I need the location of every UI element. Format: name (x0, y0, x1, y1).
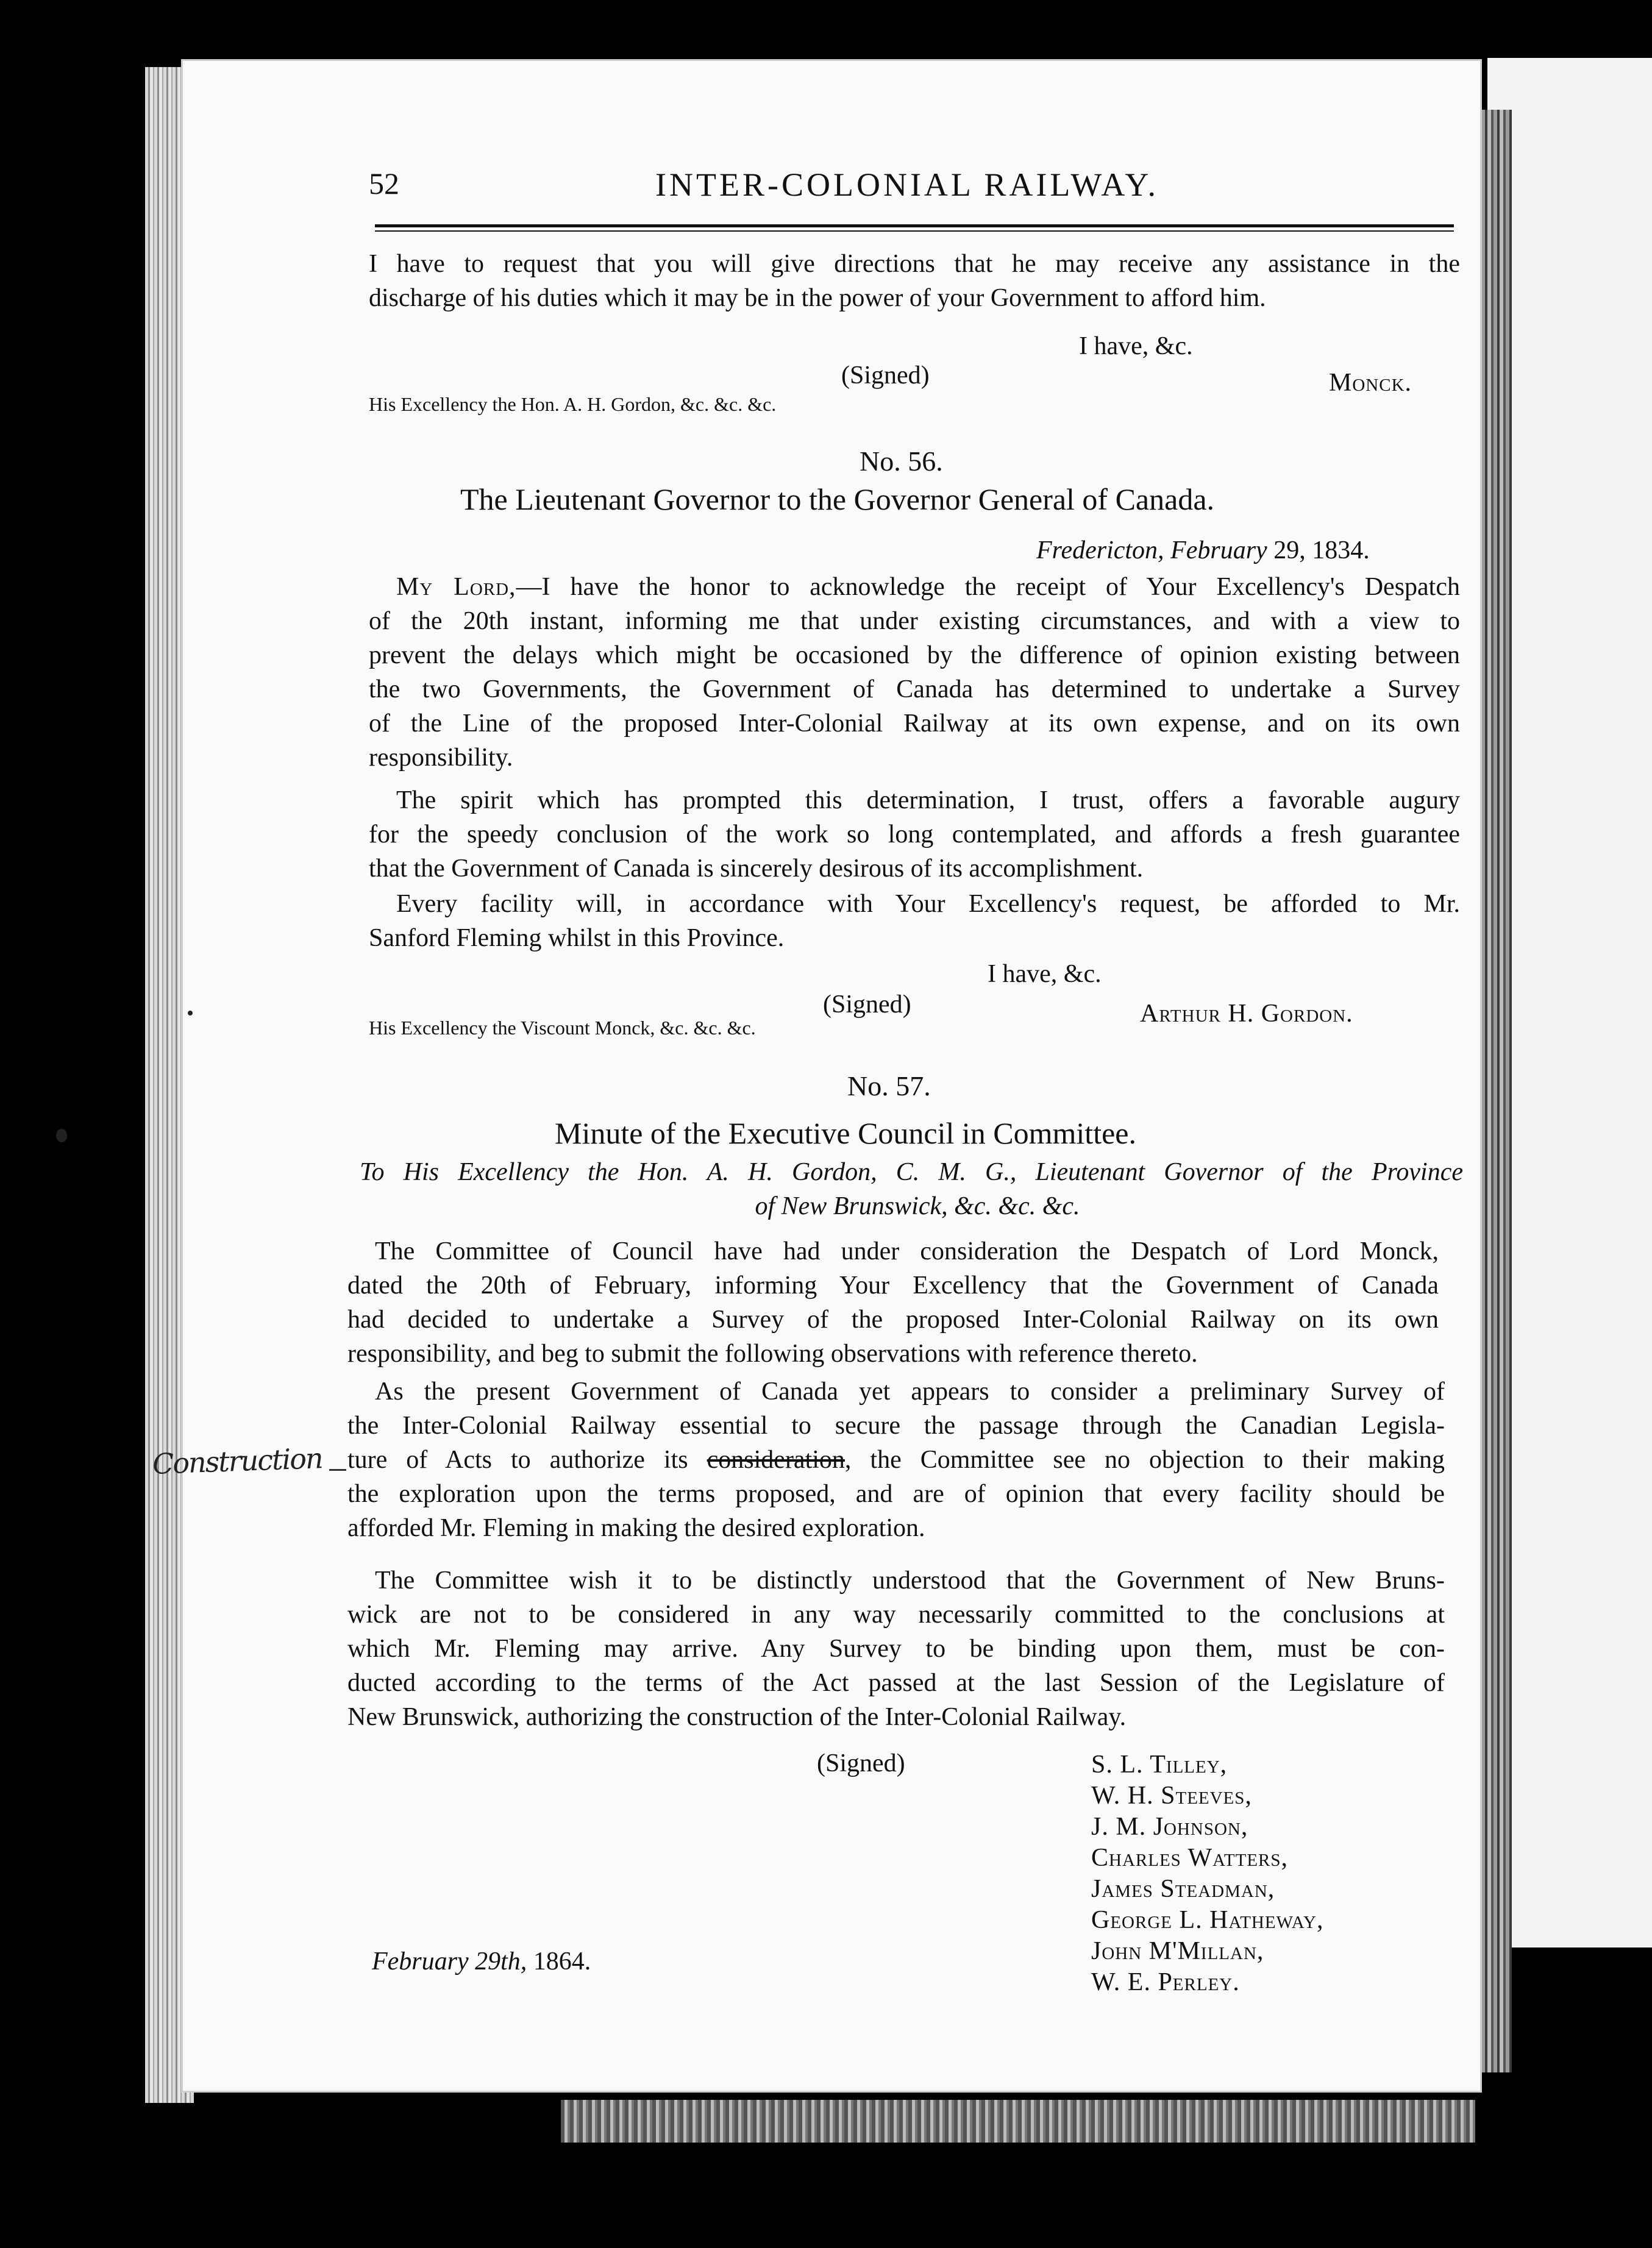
salutation: My Lord, (396, 573, 516, 601)
text-line: responsibility. (369, 744, 513, 772)
signatories-list (1091, 1749, 1323, 1998)
text-line: The spirit which has prompted this determination, I trust, offers a favorable augury (396, 786, 1460, 814)
minute-date (372, 1944, 591, 1979)
signatory-name: S. L. Tilley, (1091, 1751, 1228, 1779)
carryover-paragraph (369, 247, 1460, 315)
text-line: discharge of his duties which it may be in the power of your Government to afford him. (369, 284, 1266, 312)
signatory-name: Charles Watters, (1091, 1844, 1289, 1872)
text-line: Sanford Fleming whilst in this Province. (369, 924, 785, 952)
text-line: New Brunswick, authorizing the construction of the Inter-Colonial Railway. (347, 1703, 1127, 1731)
text-line: To His Excellency the Hon. A. H. Gordon, C. M. G., Lieutenant Governor of the Province (360, 1158, 1463, 1186)
text-line: responsibility, and beg to submit the following observations with reference thereto. (347, 1340, 1198, 1368)
text-line: ducted according to the terms of the Act passed at the last Session of the Legislature of (347, 1669, 1445, 1697)
text-line: for the speedy conclusion of the work so long contemplated, and affords a fresh guarantee (369, 820, 1460, 848)
signatory-name: John M'Millan, (1091, 1937, 1264, 1965)
text-line: had decided to undertake a Survey of the proposed Inter-Colonial Railway on its own (347, 1306, 1439, 1334)
scan-speck (56, 1129, 67, 1142)
letter-paragraph (369, 570, 1460, 775)
text-fragment: ture of Acts to authorize its (347, 1446, 707, 1474)
text-line: prevent the delays which might be occasioned by the difference of opinion existing between (369, 641, 1460, 669)
text-line: of the Line of the proposed Inter-Colonial Railway at its own expense, and on its own (369, 710, 1460, 738)
minute-date-year: 1864. (533, 1947, 591, 1976)
minute-paragraph (347, 1563, 1445, 1734)
addressee-line: His Excellency the Viscount Monck, &c. &c. &c. (369, 1017, 756, 1039)
text-line: afforded Mr. Fleming in making the desired exploration. (347, 1514, 925, 1542)
text-line: wick are not to be considered in any way necessarily committed to the conclusions at (347, 1601, 1445, 1629)
dateline (1036, 533, 1370, 567)
header-rule (375, 224, 1454, 227)
text-line: I have to request that you will give directions that he may receive any assistance in the (369, 250, 1460, 278)
signed-note: (Signed) (817, 1749, 905, 1777)
minute-paragraph (347, 1375, 1445, 1545)
signatory-name: W. H. Steeves, (1091, 1782, 1252, 1810)
text-line: The Committee of Council have had under consideration the Despatch of Lord Monck, (375, 1237, 1439, 1265)
page-number: 52 (369, 166, 399, 201)
running-title: INTER-COLONIAL RAILWAY. (655, 166, 1159, 203)
text-line: of the 20th instant, informing me that under existing circumstances, and with a view to (369, 607, 1460, 635)
minute-date-italic: February 29th, (372, 1947, 527, 1976)
signed-note: (Signed) (841, 361, 930, 389)
dateline-date: 29, 1834. (1273, 536, 1370, 564)
text-line (347, 1443, 1445, 1477)
struck-word: consideration (707, 1446, 845, 1474)
signatory-name: James Steadman, (1091, 1875, 1275, 1903)
text-line: the Inter-Colonial Railway essential to secure the passage through the Canadian Legisla- (347, 1412, 1445, 1440)
closing-phrase: I have, &c. (988, 960, 1102, 988)
letter-paragraph (369, 783, 1460, 886)
signatory-name: W. E. Perley. (1091, 1968, 1240, 1996)
signatory-name: George L. Hatheway, (1091, 1906, 1324, 1934)
address-block (360, 1155, 1463, 1223)
signatory-name: Arthur H. Gordon. (1140, 1000, 1353, 1028)
text-line: that the Government of Canada is sincerely desirous of its accomplishment. (369, 855, 1144, 883)
facing-page-edge (1487, 58, 1652, 1947)
dateline-place: Fredericton, February (1036, 536, 1267, 564)
text-line: dated the 20th of February, informing Your Excellency that the Government of Canada (347, 1272, 1439, 1300)
signed-note: (Signed) (823, 991, 911, 1019)
document-number: No. 57. (847, 1070, 931, 1101)
text-line-content: —I have the honor to acknowledge the receipt of Your Excellency's Despatch (516, 573, 1460, 601)
text-line: the exploration upon the terms proposed, and are of opinion that every facility should be (347, 1480, 1445, 1508)
text-line (369, 570, 1460, 604)
closing-phrase: I have, &c. (1079, 332, 1193, 360)
margin-pointer-line (329, 1469, 346, 1471)
document-heading: The Lieutenant Governor to the Governor General of Canada. (460, 482, 1215, 516)
text-fragment: , the Committee see no objection to their making (844, 1446, 1445, 1474)
document-heading: Minute of the Executive Council in Committee. (555, 1116, 1136, 1150)
text-line: of New Brunswick, &c. &c. &c. (755, 1192, 1080, 1220)
addressee-line: His Excellency the Hon. A. H. Gordon, &c. &c. &c. (369, 393, 777, 415)
handwritten-margin-note: Construction (152, 1442, 323, 1481)
signatory-name: Monck. (1329, 369, 1412, 397)
minute-paragraph (347, 1234, 1439, 1371)
text-line: which Mr. Fleming may arrive. Any Survey to be binding upon them, must be con- (347, 1635, 1445, 1663)
signatory-name: J. M. Johnson, (1091, 1813, 1248, 1841)
header-rule-thin (375, 230, 1454, 232)
document-number: No. 56. (860, 446, 943, 477)
page-header (369, 160, 1460, 221)
text-line: The Committee wish it to be distinctly understood that the Government of New Bruns- (375, 1567, 1445, 1595)
text-line: As the present Government of Canada yet appears to consider a preliminary Survey of (375, 1378, 1445, 1406)
text-line: the two Governments, the Government of Canada has determined to undertake a Survey (369, 675, 1460, 703)
page-stack-bottom-edge (561, 2100, 1475, 2143)
letter-paragraph (369, 887, 1460, 955)
text-line: Every facility will, in accordance with Your Excellency's request, be afforded to Mr. (396, 890, 1460, 918)
scan-speck (188, 1011, 193, 1016)
